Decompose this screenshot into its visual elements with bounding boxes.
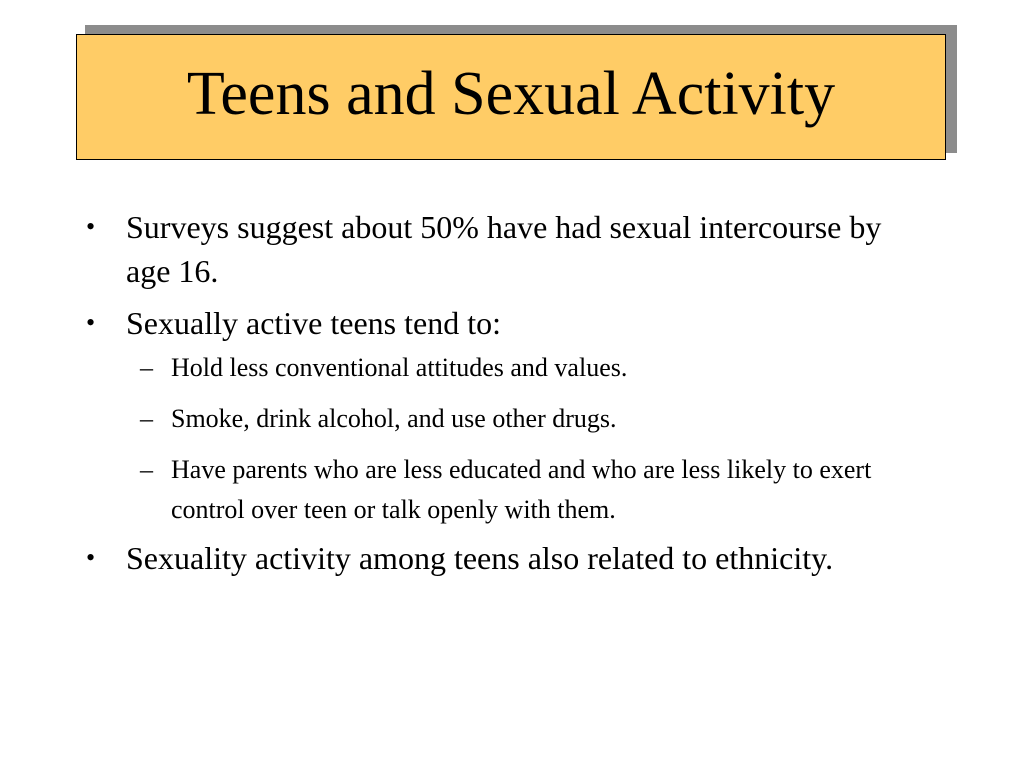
sub-bullet-text: Hold less conventional attitudes and values. xyxy=(171,353,628,382)
bullet-text: Surveys suggest about 50% have had sexual intercourse by age 16. xyxy=(126,209,882,289)
bullet-item xyxy=(84,205,914,293)
dash-marker: – xyxy=(140,404,153,433)
bullet-text: Sexually active teens tend to: xyxy=(126,305,501,341)
title-box xyxy=(76,34,946,160)
sub-bullet-text: Have parents who are less educated and who are less likely to exert control over teen or talk openly with them. xyxy=(171,455,872,524)
sub-bullet-item xyxy=(84,348,914,388)
slide-title: Teens and Sexual Activity xyxy=(186,60,836,128)
bullet-text: Sexuality activity among teens also related to ethnicity. xyxy=(126,540,834,576)
sub-bullet-text: Smoke, drink alcohol, and use other drugs. xyxy=(171,404,617,433)
sub-bullet-item xyxy=(84,399,914,439)
dash-marker: – xyxy=(140,455,153,484)
bullet-marker: • xyxy=(86,308,96,337)
bullet-marker: • xyxy=(86,543,96,572)
bullet-marker: • xyxy=(86,212,96,241)
slide-body xyxy=(84,205,914,580)
bullet-item xyxy=(84,536,914,580)
sub-bullet-item xyxy=(84,450,914,530)
bullet-item xyxy=(84,301,914,345)
dash-marker: – xyxy=(140,353,153,382)
